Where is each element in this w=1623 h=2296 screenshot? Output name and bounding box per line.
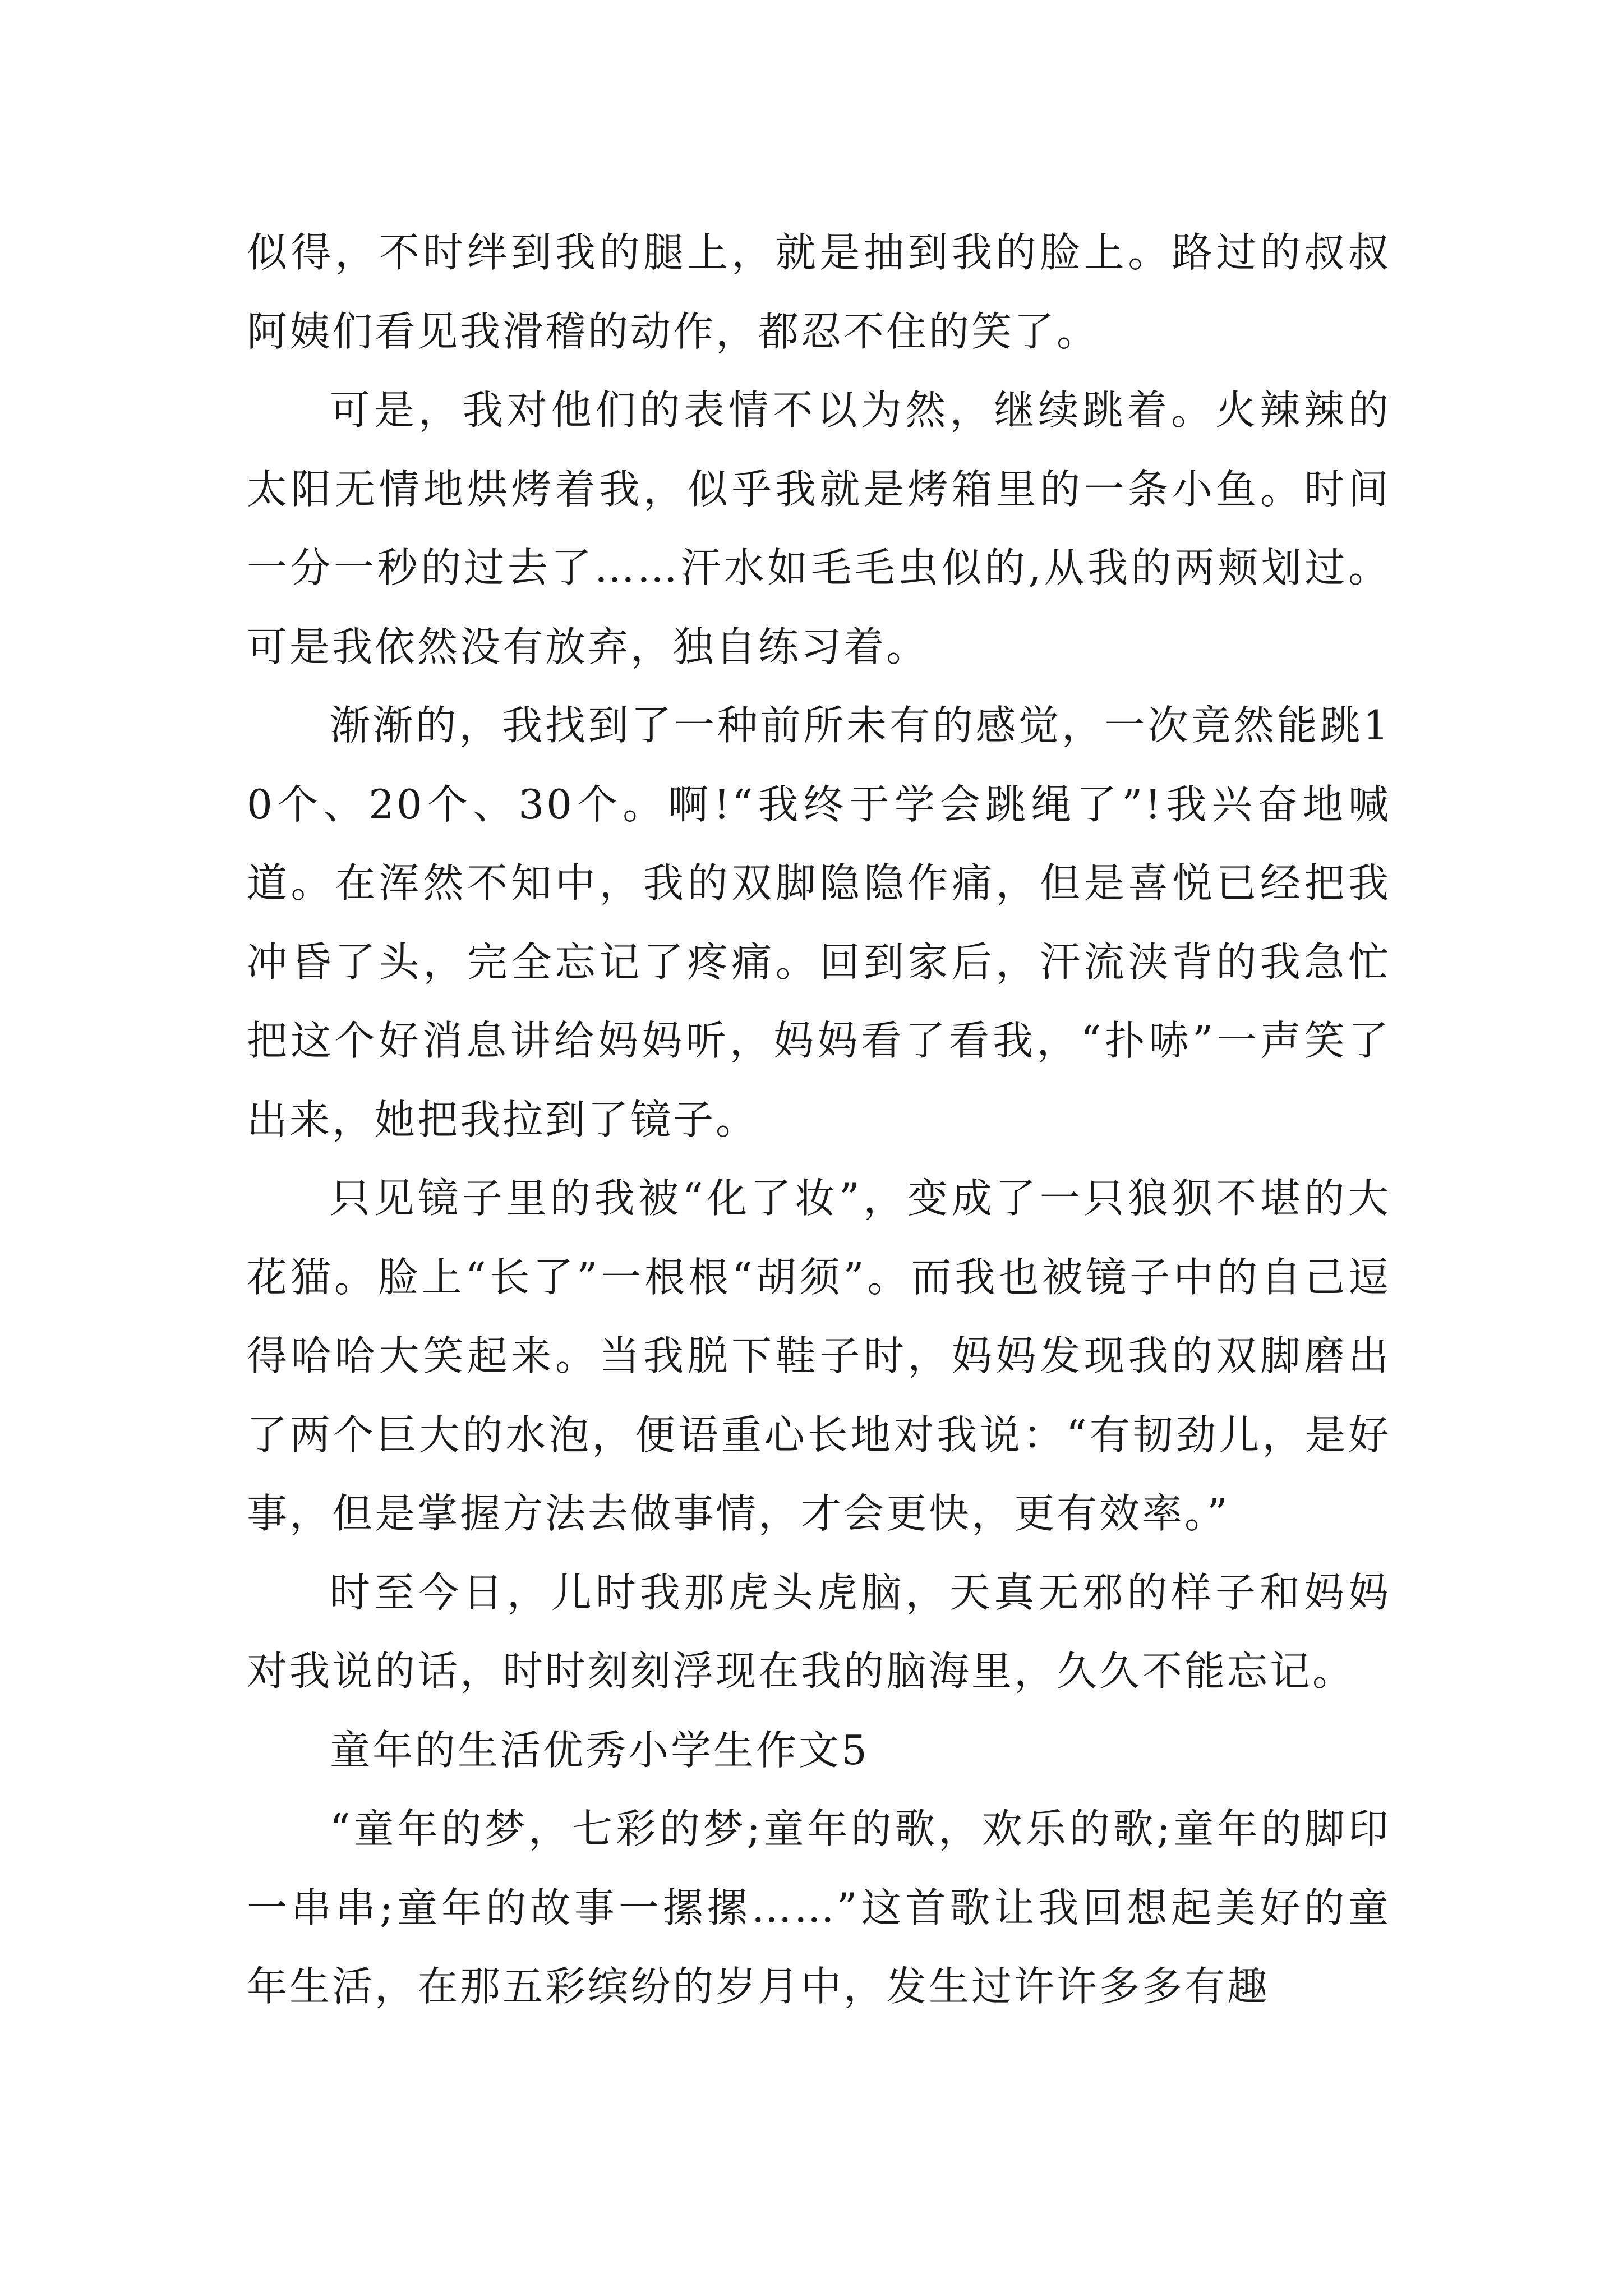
paragraph: 可是，我对他们的表情不以为然，继续跳着。火辣辣的太阳无情地烘烤着我，似乎我就是烤箱里的一条小鱼。时间一分一秒的过去了……汗水如毛毛虫似的,从我的两颊划过。可是我依然没有放弃，独自练习着。 xyxy=(247,386,1391,670)
document-body xyxy=(247,213,1391,2026)
paragraph: 只见镜子里的我被“化了妆”，变成了一只狼狈不堪的大花猫。脸上“长了”一根根“胡须”。而我也被镜子中的自己逗得哈哈大笑起来。当我脱下鞋子时，妈妈发现我的双脚磨出了两个巨大的水泡，便语重心长地对我说：“有韧劲儿，是好事，但是掌握方法去做事情，才会更快，更有效率。” xyxy=(247,1175,1391,1537)
paragraph: 渐渐的，我找到了一种前所未有的感觉，一次竟然能跳10个、20个、30个。啊!“我终于学会跳绳了”!我兴奋地喊道。在浑然不知中，我的双脚隐隐作痛，但是喜悦已经把我冲昏了头，完全忘记了疼痛。回到家后，汗流浃背的我急忙把这个好消息讲给妈妈听，妈妈看了看我，“扑哧”一声笑了出来，她把我拉到了镜子。 xyxy=(247,702,1391,1143)
paragraph: “童年的梦，七彩的梦;童年的歌，欢乐的歌;童年的脚印一串串;童年的故事一摞摞……”这首歌让我回想起美好的童年生活，在那五彩缤纷的岁月中，发生过许许多多有趣 xyxy=(247,1805,1391,2010)
section-heading: 童年的生活优秀小学生作文5 xyxy=(330,1726,869,1774)
paragraph: 时至今日，儿时我那虎头虎脑，天真无邪的样子和妈妈对我说的话，时时刻刻浮现在我的脑海里，久久不能忘记。 xyxy=(247,1568,1391,1695)
paragraph-continuation: 似得，不时绊到我的腿上，就是抽到我的脸上。路过的叔叔阿姨们看见我滑稽的动作，都忍不住的笑了。 xyxy=(247,229,1391,355)
